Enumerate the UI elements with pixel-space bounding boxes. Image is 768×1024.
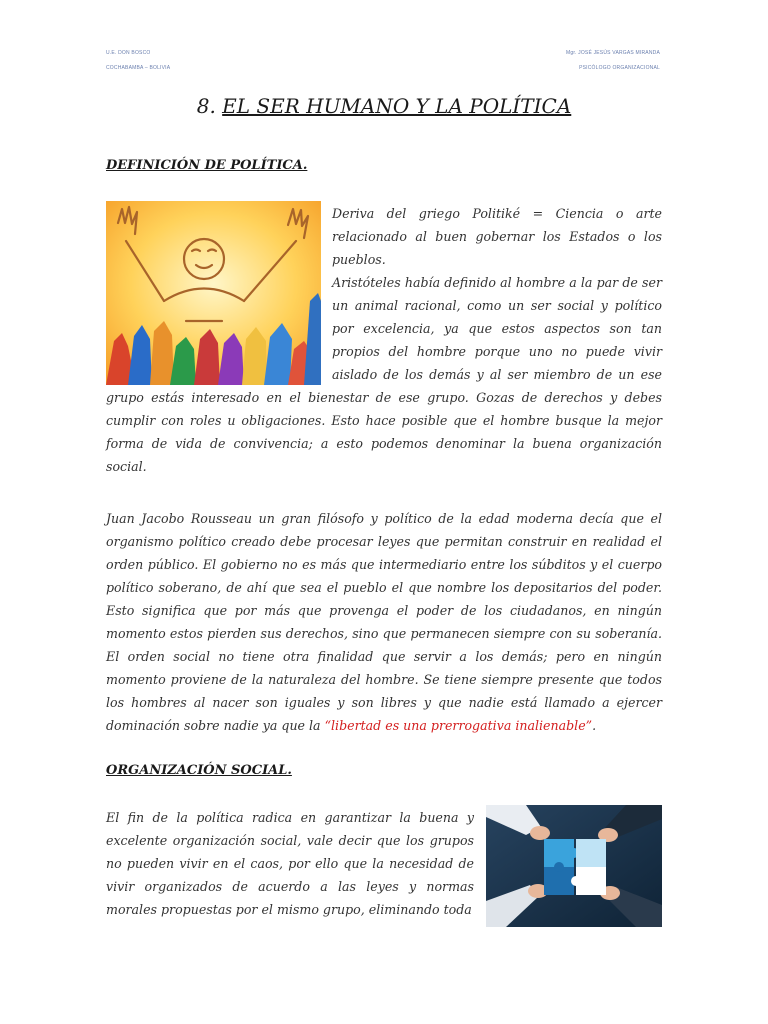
- liberty-quote: “libertad es una prerrogativa inalienable”: [324, 718, 593, 733]
- organizacion-paragraph: El fin de la política radica en garantizar la buena y excelente organización social, vale decir que los grupos no pueden vivir en el caos, por ello que la necesidad de vivir organizados de acuerdo a las leyes y normas morales propuestas por el mismo grupo, eliminando toda: [106, 810, 474, 917]
- rousseau-paragraph: [106, 507, 662, 737]
- definition-paragraph: Deriva del griego Politiké = Ciencia o arte relacionado al buen gobernar los Estados o los pueblos.: [332, 206, 662, 267]
- title-text: EL SER HUMANO Y LA POLÍTICA: [222, 94, 572, 118]
- page-title: [106, 94, 662, 118]
- section-heading-organizacion: ORGANIZACIÓN SOCIAL.: [106, 763, 292, 778]
- section1-text: [106, 202, 662, 478]
- section2-text: [106, 806, 662, 934]
- aristoteles-paragraph: Aristóteles había definido al hombre a la par de ser un animal racional, como un ser social y político por excelencia, ya que estos aspectos son tan propios del hombre porque uno no puede vivir aislado de los demás y al ser miembro de un ese grupo estás interesado en el bienestar de ese grupo. Gozas de derechos y debes cumplir con roles u obligaciones. Esto hace posible que el hombre busque la mejor forma de vida de convivencia; a esto podemos denominar la buena organización social.: [106, 275, 662, 474]
- school-location: COCHABAMBA – BOLIVIA: [106, 65, 171, 71]
- image1-float-spacer: [106, 202, 328, 386]
- author-title: PSICÓLOGO ORGANIZACIONAL: [579, 65, 660, 71]
- school-name: U.E. DON BOSCO: [106, 50, 151, 56]
- title-number: 8.: [196, 94, 216, 118]
- rousseau-end: .: [592, 718, 597, 733]
- image2-float-spacer: [480, 806, 662, 934]
- rousseau-text: Juan Jacobo Rousseau un gran filósofo y político de la edad moderna decía que el organismo político creado debe procesar leyes que permitan construir en realidad el orden público. El gobierno no es más que intermediario entre los súbditos y el cuerpo político soberano, de ahí que sea el pueblo el que nombre los depositarios del poder. Esto significa que por más que provenga el poder de los ciudadanos, en ningún momento estos pierden sus derechos, sino que permanecen siempre con su soberanía. El orden social no tiene otra finalidad que servir a los demás; pero en ningún momento proviene de la naturaleza del hombre. Se tiene siempre presente que todos los hombres al nacer son iguales y son libres y que nadie está llamado a ejercer dominación sobre nadie ya que la: [106, 511, 662, 733]
- section-heading-definicion: DEFINICIÓN DE POLÍTICA.: [106, 158, 308, 173]
- author-name: Mgr. JOSÉ JESÚS VARGAS MIRANDA: [566, 50, 660, 56]
